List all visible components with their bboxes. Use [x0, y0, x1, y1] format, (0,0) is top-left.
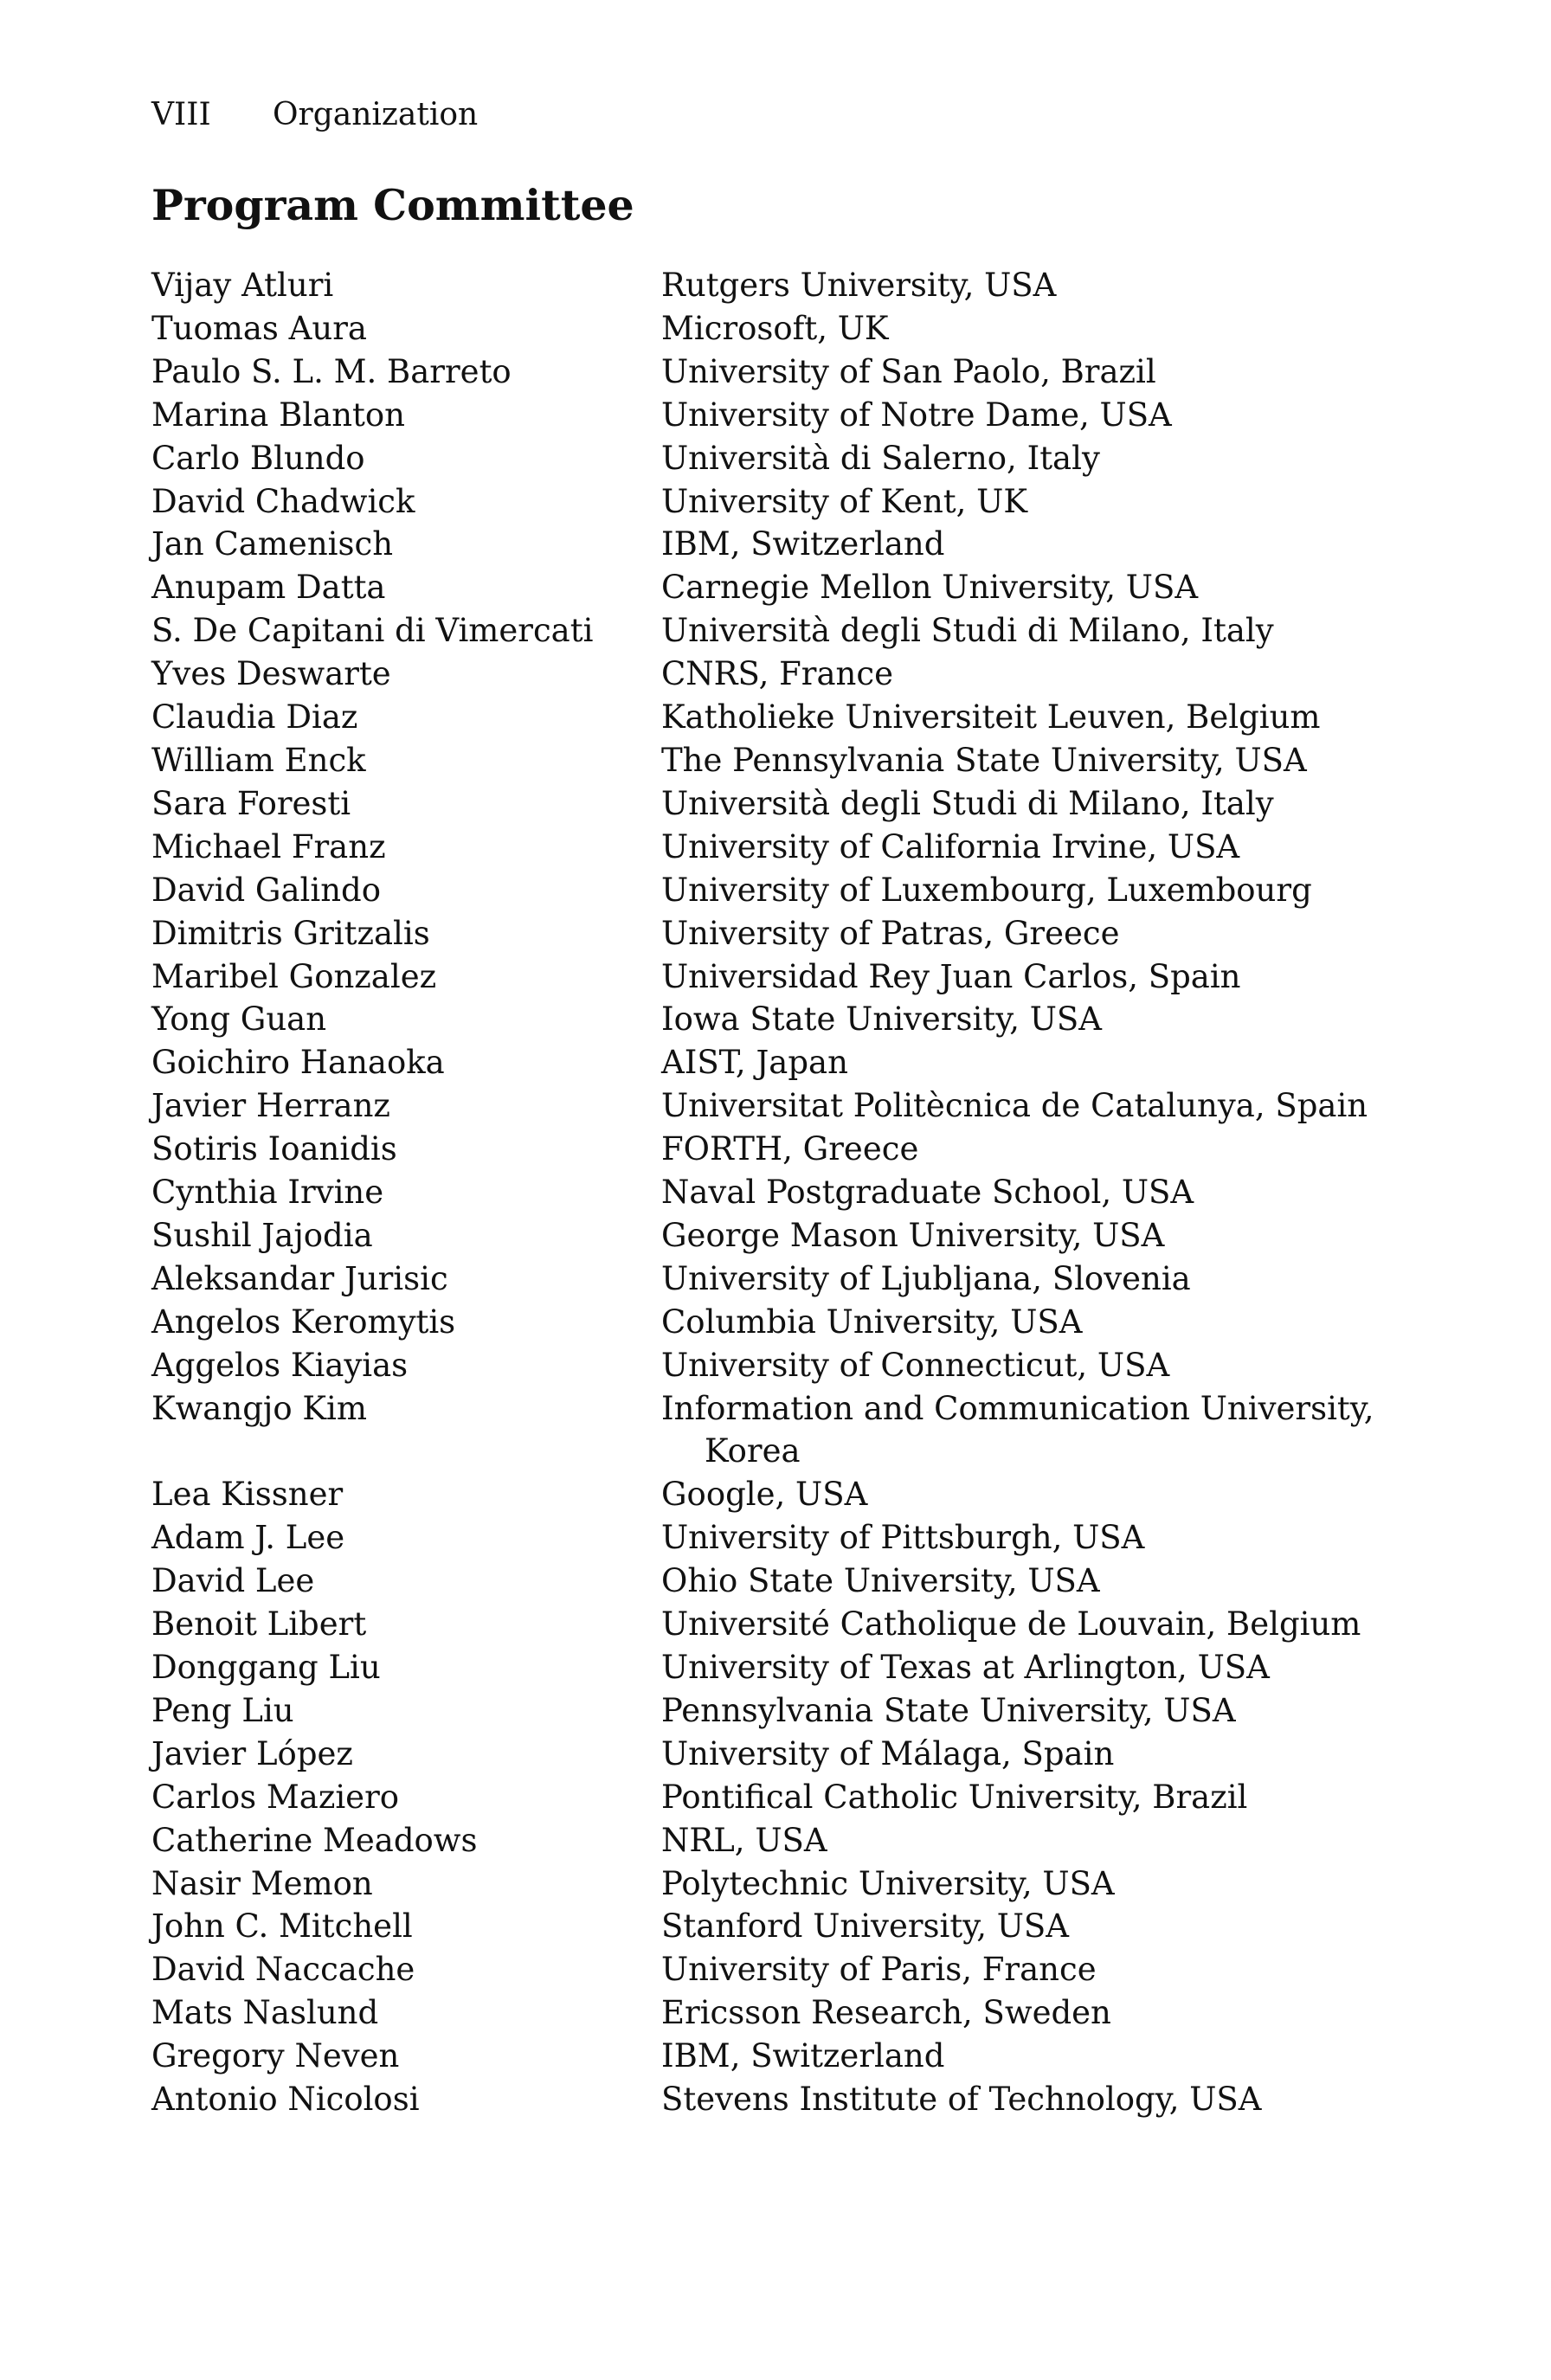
committee-member-row	[151, 782, 1398, 826]
member-name: David Galindo	[151, 871, 381, 909]
member-name: Carlo Blundo	[151, 439, 365, 477]
member-name: Gregory Neven	[151, 2037, 400, 2075]
committee-member-row	[151, 1560, 1398, 1603]
committee-member-row	[151, 307, 1398, 351]
member-name: Yves Deswarte	[151, 655, 391, 693]
committee-member-row	[151, 1689, 1398, 1733]
member-affiliation: Pennsylvania State University, USA	[661, 1691, 1236, 1729]
member-affiliation: Université Catholique de Louvain, Belgium	[661, 1605, 1361, 1643]
member-name: Paulo S. L. M. Barreto	[151, 352, 512, 390]
member-affiliation: Rutgers University, USA	[661, 267, 1057, 304]
member-name: William Enck	[151, 741, 366, 779]
member-affiliation: Iowa State University, USA	[661, 1000, 1102, 1039]
running-head	[151, 93, 478, 137]
committee-member-row	[151, 1473, 1398, 1516]
committee-member-row	[151, 523, 1398, 566]
committee-member-row	[151, 826, 1398, 869]
committee-member-row	[151, 653, 1398, 696]
committee-member-row	[151, 1603, 1398, 1646]
member-affiliation: Polytechnic University, USA	[661, 1864, 1115, 1902]
committee-member-row	[151, 1733, 1398, 1776]
committee-member-row	[151, 696, 1398, 739]
committee-member-row	[151, 2078, 1398, 2121]
member-affiliation: Microsoft, UK	[661, 309, 889, 347]
committee-member-row	[151, 1344, 1398, 1387]
committee-member-row	[151, 264, 1398, 307]
member-name: Sushil Jajodia	[151, 1216, 373, 1254]
committee-member-row	[151, 1776, 1398, 1819]
committee-member-row	[151, 1301, 1398, 1344]
member-affiliation: IBM, Switzerland	[661, 525, 945, 563]
member-name: David Lee	[151, 1562, 315, 1600]
member-name: Peng Liu	[151, 1691, 294, 1729]
member-affiliation: George Mason University, USA	[661, 1216, 1165, 1254]
member-affiliation: Universidad Rey Juan Carlos, Spain	[661, 957, 1241, 995]
member-name: John C. Mitchell	[151, 1907, 413, 1946]
member-name: Marina Blanton	[151, 396, 406, 434]
member-name: Michael Franz	[151, 827, 386, 865]
member-name: Nasir Memon	[151, 1864, 373, 1902]
committee-member-row	[151, 869, 1398, 912]
committee-member-row	[151, 1819, 1398, 1862]
member-name: Sotiris Ioanidis	[151, 1130, 397, 1168]
committee-member-row	[151, 1214, 1398, 1258]
member-name: Tuomas Aura	[151, 309, 367, 347]
committee-member-row	[151, 1258, 1398, 1301]
member-affiliation: Information and Communication University, Korea	[661, 1389, 1374, 1470]
member-affiliation: University of Málaga, Spain	[661, 1734, 1115, 1772]
member-name: Maribel Gonzalez	[151, 957, 437, 995]
member-name: Adam J. Lee	[151, 1519, 345, 1557]
member-affiliation: Stevens Institute of Technology, USA	[661, 2081, 1262, 2119]
member-affiliation: Naval Postgraduate School, USA	[661, 1174, 1194, 1212]
member-name: Jan Camenisch	[151, 525, 394, 563]
committee-member-row	[151, 1948, 1398, 1991]
member-affiliation: Università di Salerno, Italy	[661, 439, 1100, 477]
member-affiliation: AIST, Japan	[661, 1044, 848, 1082]
committee-member-row	[151, 566, 1398, 609]
member-name: Anupam Datta	[151, 569, 386, 607]
member-name: Kwangjo Kim	[151, 1389, 367, 1427]
committee-member-row	[151, 739, 1398, 782]
committee-member-row	[151, 1387, 1398, 1474]
member-name: Sara Foresti	[151, 784, 351, 822]
member-name: Mats Naslund	[151, 1994, 379, 2032]
member-name: Dimitris Gritzalis	[151, 914, 430, 952]
running-head-title: Organization	[273, 97, 479, 132]
committee-member-row	[151, 351, 1398, 394]
member-affiliation: University of Notre Dame, USA	[661, 396, 1172, 434]
member-name: Yong Guan	[151, 1000, 327, 1039]
member-affiliation: Katholieke Universiteit Leuven, Belgium	[661, 698, 1321, 737]
member-affiliation: University of Paris, France	[661, 1951, 1097, 1989]
committee-member-row	[151, 2035, 1398, 2078]
member-affiliation: University of Kent, UK	[661, 482, 1028, 520]
committee-member-row	[151, 437, 1398, 480]
page-number: VIII	[151, 97, 211, 132]
section-title: Program Committee	[151, 180, 634, 230]
committee-member-row	[151, 1128, 1398, 1171]
member-affiliation: Università degli Studi di Milano, Italy	[661, 612, 1274, 650]
member-affiliation: Columbia University, USA	[661, 1303, 1083, 1341]
member-affiliation: IBM, Switzerland	[661, 2037, 945, 2075]
member-affiliation: University of Texas at Arlington, USA	[661, 1649, 1270, 1686]
committee-list	[151, 264, 1398, 2121]
committee-member-row	[151, 998, 1398, 1041]
member-affiliation: University of San Paolo, Brazil	[661, 352, 1156, 390]
member-affiliation: University of Patras, Greece	[661, 914, 1120, 952]
member-name: Carlos Maziero	[151, 1778, 400, 1816]
member-name: Javier López	[151, 1734, 353, 1772]
member-name: Cynthia Irvine	[151, 1174, 384, 1212]
committee-member-row	[151, 1646, 1398, 1689]
committee-member-row	[151, 1516, 1398, 1560]
committee-member-row	[151, 480, 1398, 524]
committee-member-row	[151, 1084, 1398, 1128]
member-name: Lea Kissner	[151, 1476, 344, 1514]
member-name: Vijay Atluri	[151, 267, 334, 304]
member-name: Donggang Liu	[151, 1649, 381, 1686]
member-affiliation: CNRS, France	[661, 655, 893, 693]
committee-member-row	[151, 912, 1398, 955]
member-affiliation: Google, USA	[661, 1476, 868, 1514]
member-name: Goichiro Hanaoka	[151, 1044, 445, 1082]
member-name: Antonio Nicolosi	[151, 2081, 420, 2119]
member-affiliation: Università degli Studi di Milano, Italy	[661, 784, 1274, 822]
member-affiliation: Carnegie Mellon University, USA	[661, 569, 1199, 607]
member-name: Benoit Libert	[151, 1605, 367, 1643]
member-affiliation: University of Luxembourg, Luxembourg	[661, 871, 1312, 909]
member-affiliation: University of Pittsburgh, USA	[661, 1519, 1145, 1557]
member-name: S. De Capitani di Vimercati	[151, 612, 594, 650]
member-affiliation: Ericsson Research, Sweden	[661, 1994, 1111, 2032]
committee-member-row	[151, 1171, 1398, 1214]
committee-member-row	[151, 1862, 1398, 1906]
committee-member-row	[151, 1905, 1398, 1948]
member-name: Aggelos Kiayias	[151, 1346, 409, 1384]
committee-member-row	[151, 1991, 1398, 2035]
member-affiliation: Universitat Politècnica de Catalunya, Spain	[661, 1087, 1368, 1125]
member-name: Aleksandar Jurisic	[151, 1259, 448, 1297]
member-affiliation: The Pennsylvania State University, USA	[661, 741, 1307, 779]
member-name: Catherine Meadows	[151, 1821, 478, 1859]
member-name: David Naccache	[151, 1951, 415, 1989]
member-affiliation: FORTH, Greece	[661, 1130, 919, 1168]
member-name: Javier Herranz	[151, 1087, 390, 1125]
committee-member-row	[151, 394, 1398, 437]
committee-member-row	[151, 955, 1398, 999]
member-name: David Chadwick	[151, 482, 415, 520]
member-name: Angelos Keromytis	[151, 1303, 456, 1341]
member-affiliation: Ohio State University, USA	[661, 1562, 1100, 1600]
committee-member-row	[151, 609, 1398, 653]
committee-member-row	[151, 1041, 1398, 1084]
member-affiliation: University of Connecticut, USA	[661, 1346, 1170, 1384]
member-affiliation: University of California Irvine, USA	[661, 827, 1240, 865]
member-affiliation: Stanford University, USA	[661, 1907, 1069, 1946]
member-affiliation: NRL, USA	[661, 1821, 827, 1859]
member-name: Claudia Diaz	[151, 698, 358, 737]
member-affiliation: Pontifical Catholic University, Brazil	[661, 1778, 1248, 1816]
member-affiliation: University of Ljubljana, Slovenia	[661, 1259, 1191, 1297]
